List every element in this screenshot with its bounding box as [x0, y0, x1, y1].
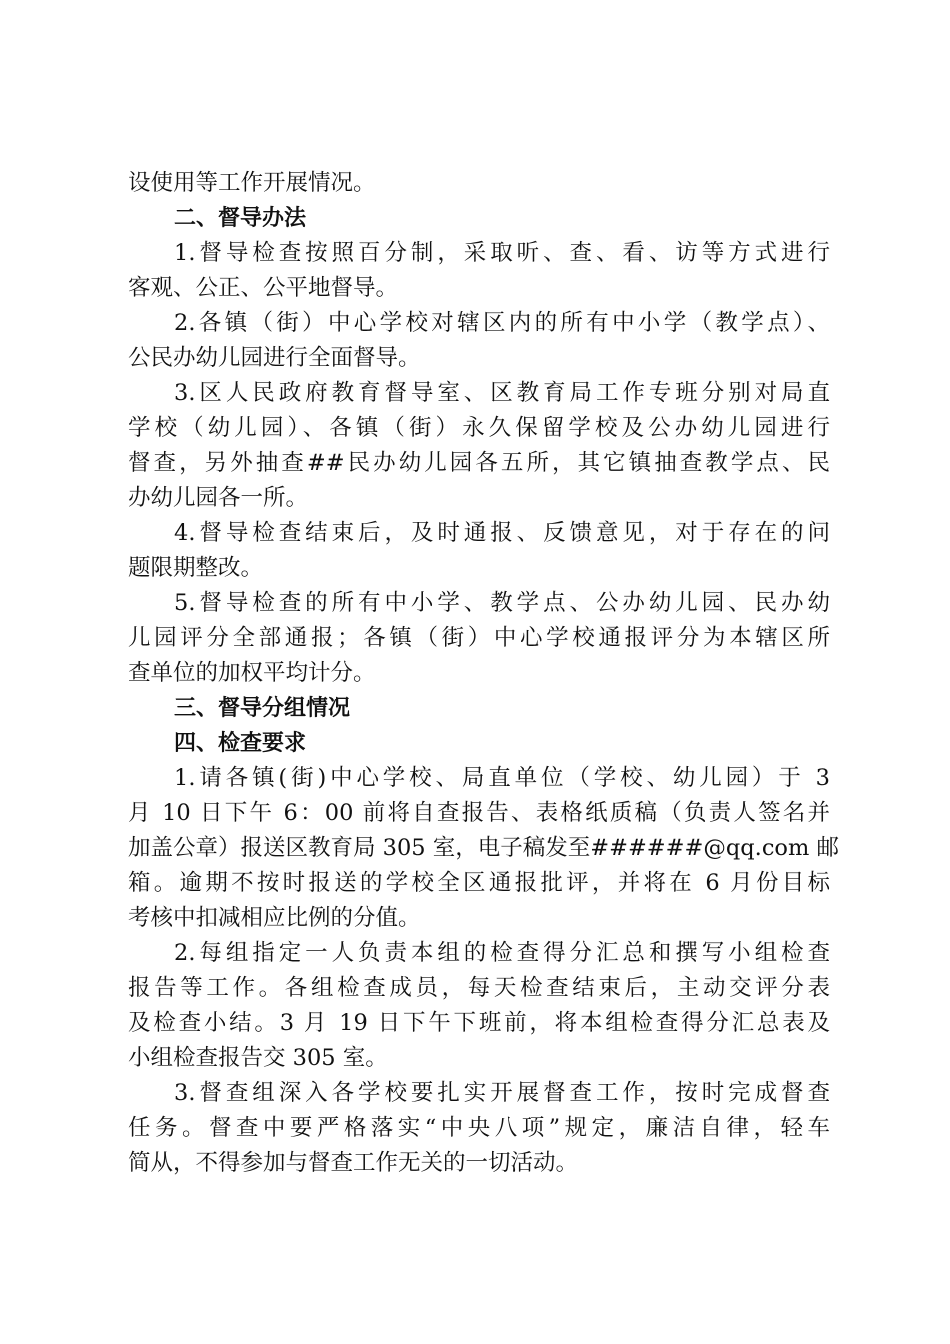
paragraph-line: 任务。督查中要严格落实“中央八项”规定，廉洁自律，轻车: [128, 1115, 830, 1141]
paragraph-line: 督查，另外抽查##民办幼儿园各五所，其它镇抽查教学点、民: [128, 450, 830, 476]
paragraph-line: 1.请各镇(街)中心学校、局直单位（学校、幼儿园）于 3: [174, 765, 830, 791]
paragraph-line: 小组检查报告交 305 室。: [128, 1045, 388, 1071]
paragraph-line: 4.督导检查结束后，及时通报、反馈意见，对于存在的问: [174, 520, 830, 546]
paragraph-line: 儿园评分全部通报；各镇（街）中心学校通报评分为本辖区所: [128, 625, 830, 651]
paragraph-line: 公民办幼儿园进行全面督导。: [128, 345, 421, 371]
paragraph-line: 及检查小结。3 月 19 日下午下班前，将本组检查得分汇总表及: [128, 1010, 830, 1036]
paragraph-line: 3.督查组深入各学校要扎实开展督查工作，按时完成督查: [174, 1080, 830, 1106]
paragraph-line: 5.督导检查的所有中小学、教学点、公办幼儿园、民办幼: [174, 590, 830, 616]
paragraph-line: 题限期整改。: [128, 555, 264, 581]
paragraph-line: 简从，不得参加与督查工作无关的一切活动。: [128, 1150, 579, 1176]
paragraph-line: 箱。逾期不按时报送的学校全区通报批评，并将在 6 月份目标: [128, 870, 830, 896]
paragraph-line: 加盖公章）报送区教育局 305 室，电子稿发至######@qq.com 邮: [128, 835, 839, 861]
section-heading-methods: 二、督导办法: [174, 206, 307, 231]
paragraph-line: 办幼儿园各一所。: [128, 485, 309, 511]
paragraph-line: 查单位的加权平均计分。: [128, 660, 376, 686]
paragraph-line: 3.区人民政府教育督导室、区教育局工作专班分别对局直: [174, 380, 830, 406]
paragraph-line: 客观、公正、公平地督导。: [128, 275, 399, 301]
paragraph-line: 月 10 日下午 6：00 前将自查报告、表格纸质稿（负责人签名并: [128, 800, 830, 826]
paragraph-line: 1.督导检查按照百分制，采取听、查、看、访等方式进行: [174, 240, 830, 266]
paragraph-line: 2.各镇（街）中心学校对辖区内的所有中小学（教学点）、: [174, 310, 830, 336]
section-heading-groups: 三、督导分组情况: [174, 696, 351, 721]
intro-tail-line: 设使用等工作开展情况。: [128, 170, 376, 196]
paragraph-line: 报告等工作。各组检查成员，每天检查结束后，主动交评分表: [128, 975, 830, 1001]
paragraph-line: 2.每组指定一人负责本组的检查得分汇总和撰写小组检查: [174, 940, 830, 966]
document-body: [128, 166, 839, 1181]
paragraph-line: 学校（幼儿园）、各镇（街）永久保留学校及公办幼儿园进行: [128, 415, 830, 441]
section-heading-requirements: 四、检查要求: [174, 731, 307, 756]
paragraph-line: 考核中扣减相应比例的分值。: [128, 905, 421, 931]
